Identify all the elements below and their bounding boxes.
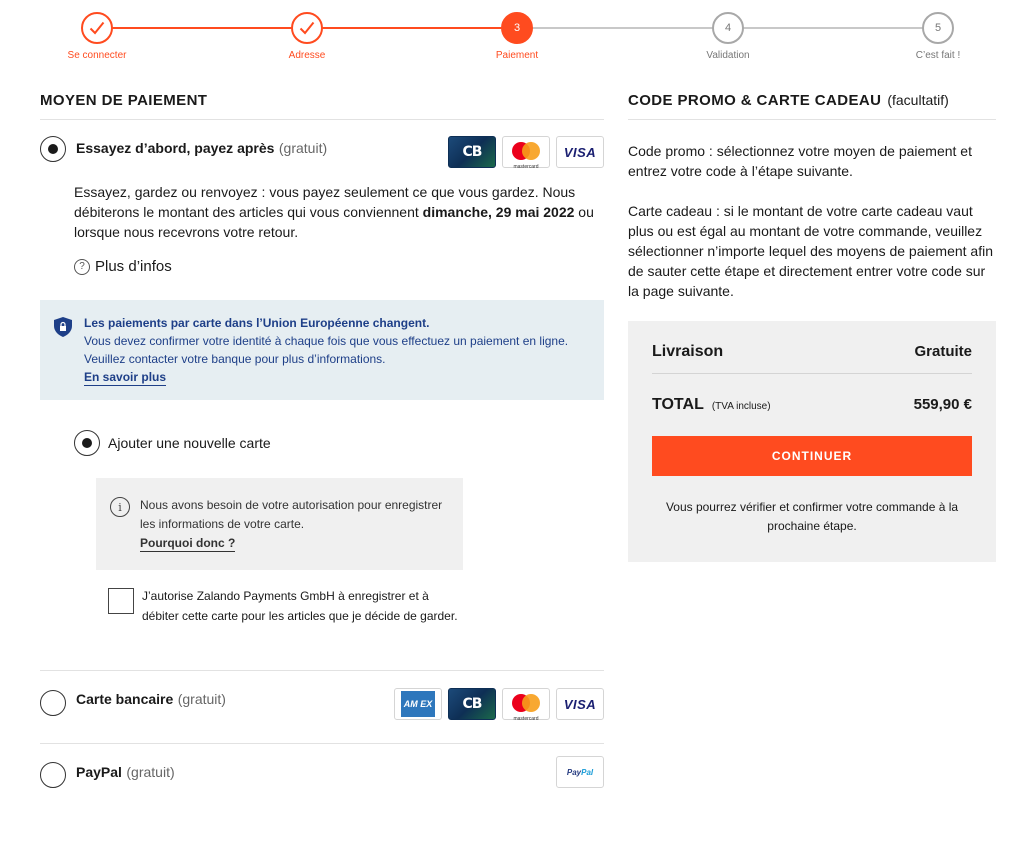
gift-card-text: Carte cadeau : si le montant de votre carte cadeau vaut plus ou est égal au montant de votre commande, veuillez sélectionner n’importe lequel des moyens de paiement afin de sauter cette étape et directement entrer votre code sur la page suivante. bbox=[628, 203, 993, 299]
confirmation-note: Vous pourrez vérifier et confirmer votre commande à la prochaine étape. bbox=[665, 500, 959, 533]
shipping-value: Gratuite bbox=[914, 343, 972, 360]
consent-row bbox=[108, 586, 604, 652]
new-card-radio[interactable] bbox=[74, 430, 100, 456]
payment-option-paypal[interactable] bbox=[40, 744, 604, 810]
why-link[interactable]: Pourquoi donc ? bbox=[140, 536, 236, 550]
learn-more-link[interactable]: En savoir plus bbox=[84, 370, 167, 384]
consent-text: J’autorise Zalando Payments GmbH à enregistrer et à débiter cette carte pour les articles que je décide de garder. bbox=[142, 589, 458, 623]
step-validation bbox=[668, 12, 788, 61]
visa-icon: VISA bbox=[556, 136, 604, 168]
amex-icon: AM EX bbox=[394, 688, 442, 720]
visa-icon: VISA bbox=[556, 688, 604, 720]
info-icon: i bbox=[110, 497, 130, 517]
payment-option-pay-later[interactable] bbox=[40, 134, 604, 170]
continue-button[interactable]: CONTINUER bbox=[652, 436, 972, 476]
promo-code-text: Code promo : sélectionnez votre moyen de paiement et entrez votre code à l’étape suivante. bbox=[628, 143, 972, 179]
card-radio[interactable] bbox=[40, 690, 66, 716]
option-title: Essayez d’abord, payez après bbox=[76, 140, 275, 156]
shield-icon bbox=[54, 317, 72, 337]
option-sub: (gratuit) bbox=[126, 764, 175, 780]
option-title: PayPal bbox=[76, 764, 122, 780]
step-label: C’est fait ! bbox=[915, 50, 961, 61]
total-value: 559,90 € bbox=[913, 396, 972, 413]
shipping-row bbox=[652, 343, 972, 361]
option-sub: (gratuit) bbox=[278, 140, 328, 156]
check-icon bbox=[81, 12, 113, 44]
step-number: 3 bbox=[501, 12, 533, 44]
step-label: Adresse bbox=[288, 50, 326, 61]
total-row bbox=[652, 396, 972, 414]
payment-title: MOYEN DE PAIEMENT bbox=[40, 92, 604, 120]
mastercard-icon: mastercard bbox=[502, 688, 550, 720]
add-new-card-option[interactable] bbox=[74, 430, 604, 460]
step-label: Paiement bbox=[495, 50, 539, 61]
mastercard-icon: mastercard bbox=[502, 136, 550, 168]
card-logos bbox=[448, 136, 604, 168]
consent-checkbox[interactable] bbox=[108, 588, 134, 614]
more-info-label: Plus d’infos bbox=[95, 258, 172, 275]
summary-divider bbox=[652, 373, 972, 374]
option-sub: (gratuit) bbox=[177, 691, 226, 707]
new-card-label: Ajouter une nouvelle carte bbox=[108, 435, 271, 451]
step-address[interactable] bbox=[247, 12, 367, 61]
cb-icon: CB bbox=[448, 136, 496, 168]
tva-note: (TVA incluse) bbox=[711, 401, 771, 412]
card-logos bbox=[556, 756, 604, 788]
pay-later-radio[interactable] bbox=[40, 136, 66, 162]
step-done bbox=[878, 12, 998, 61]
notice-text: Vous devez confirmer votre identité à chaque fois que vous effectuez un paiement en ligne. Veuillez contacter votre banque pour plus d’informations. bbox=[84, 334, 569, 366]
paypal-icon: PayPal bbox=[556, 756, 604, 788]
card-logos bbox=[394, 688, 604, 720]
payment-methods-section bbox=[40, 92, 604, 810]
question-icon: ? bbox=[74, 259, 90, 275]
promo-title: CODE PROMO & CARTE CADEAU (facultatif) bbox=[628, 92, 996, 120]
authorization-box bbox=[96, 478, 463, 570]
payment-option-card[interactable] bbox=[40, 671, 604, 743]
step-login[interactable] bbox=[37, 12, 157, 61]
step-label: Se connecter bbox=[67, 50, 127, 61]
promo-and-summary bbox=[628, 92, 996, 562]
shipping-label: Livraison bbox=[652, 343, 724, 360]
authorization-text: Nous avons besoin de votre autorisation pour enregistrer les informations de votre carte. bbox=[140, 498, 443, 531]
step-number: 4 bbox=[712, 12, 744, 44]
sca-notice bbox=[40, 300, 604, 400]
notice-title: Les paiements par carte dans l’Union Européenne changent. bbox=[84, 316, 430, 330]
checkout-stepper bbox=[0, 0, 1017, 80]
check-icon bbox=[291, 12, 323, 44]
order-summary bbox=[628, 321, 996, 562]
step-number: 5 bbox=[922, 12, 954, 44]
option-title: Carte bancaire bbox=[76, 691, 174, 707]
more-info-link[interactable] bbox=[74, 258, 604, 275]
step-payment bbox=[457, 12, 577, 61]
total-label: TOTAL bbox=[652, 396, 704, 413]
step-label: Validation bbox=[706, 50, 750, 61]
paypal-radio[interactable] bbox=[40, 762, 66, 788]
cb-icon: CB bbox=[448, 688, 496, 720]
pay-later-description: Essayez, gardez ou renvoyez : vous payez seulement ce que vous gardez. Nous débiterons le montant des articles qui vous conviennent dimanche, 29 mai 2022 ou lorsque nous recevrons votre retour. bbox=[74, 184, 594, 240]
